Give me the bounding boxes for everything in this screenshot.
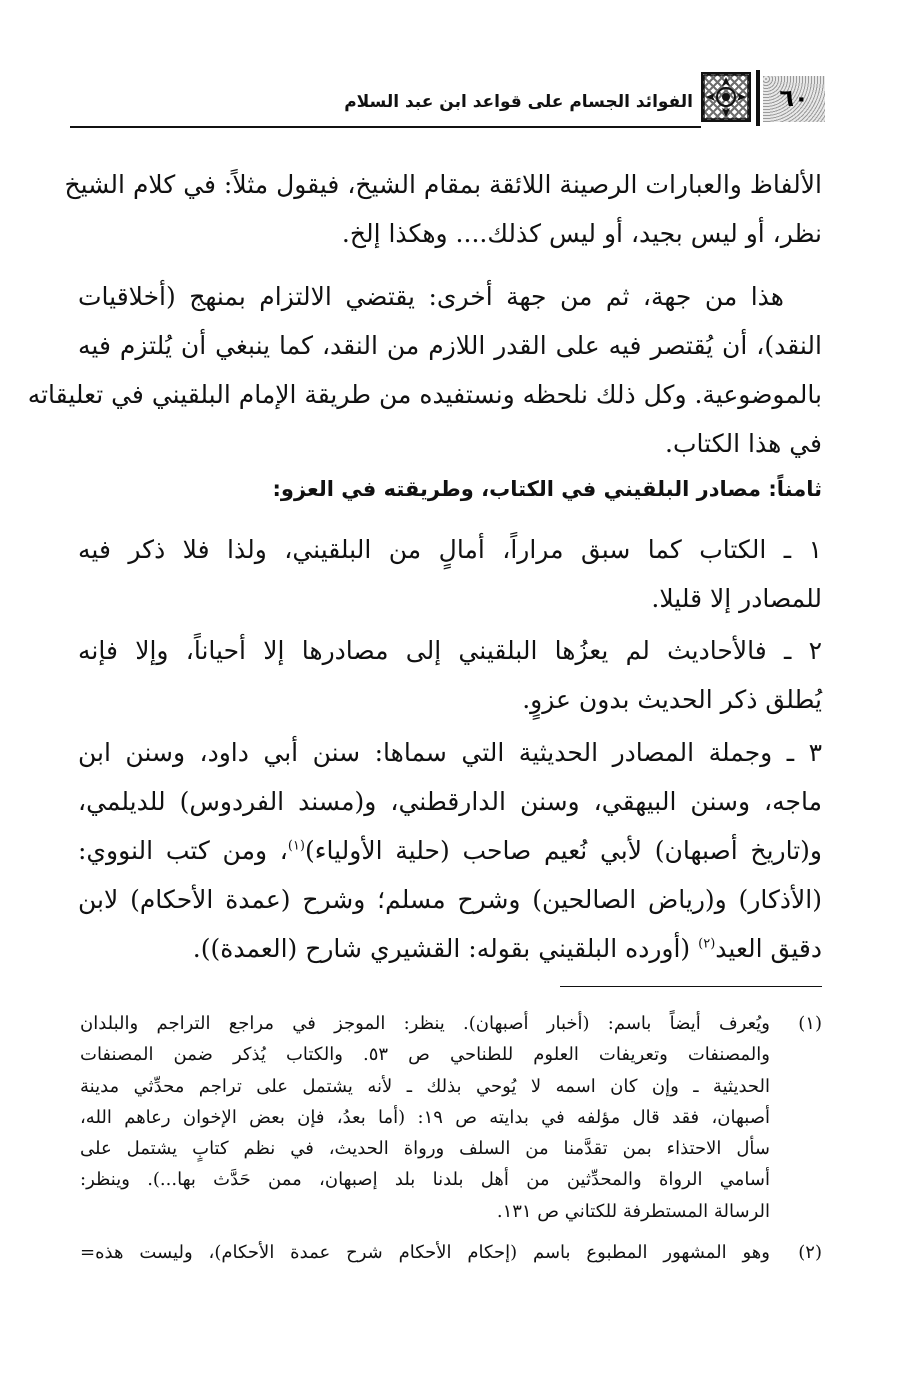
footnote-2 [80, 1237, 822, 1268]
list-item-2 [78, 626, 822, 724]
footnote-1 [80, 1008, 822, 1227]
text-line: بالموضوعية. وكل ذلك نلحظه ونستفيده من طريقة الإمام البلقيني في تعليقاته [27, 380, 822, 409]
page-number: ٦٠ [779, 84, 809, 112]
text-segment: و(تاريخ أصبهان) لأبي نُعيم صاحب (حلية الأولياء) [304, 836, 823, 865]
section-heading: ثامناً: مصادر البلقيني في الكتاب، وطريقته في العزو: [272, 477, 822, 501]
text-line: في هذا الكتاب. [665, 429, 822, 458]
book-title: الفوائد الجسام على قواعد ابن عبد السلام [344, 92, 693, 112]
footnote-separator [560, 986, 822, 987]
footnote-body [80, 1237, 770, 1268]
text-line: للمصادر إلا قليلا. [651, 584, 822, 613]
page-header [70, 66, 825, 128]
footnote-ref-1[interactable]: (١) [287, 838, 305, 854]
footnote-body [80, 1008, 770, 1227]
footnote-line: الرسالة المستطرفة للكتاني ص ١٣١. [496, 1200, 770, 1222]
ornament-icon [701, 72, 751, 122]
footnote-line: أسامي الرواة والمحدِّثين من أهل بلدنا بلد إصبهان، ممن حَدَّث بها...). وينظر: [80, 1169, 770, 1191]
footnote-line: سأل الاحتذاء بمن تقدَّمنا من السلف ورواة الحديث، في نظم كتابٍ يشتمل على [80, 1138, 770, 1160]
paragraph-1 [64, 160, 822, 258]
text-segment: (أورده البلقيني بقوله: القشيري شارح (العمدة)). [192, 934, 699, 963]
footnote-number: (٢) [798, 1242, 822, 1263]
header-divider [756, 70, 760, 126]
text-line: ماجه، وسنن البيهقي، وسنن الدارقطني، و(مسند الفردوس) للديلمي، [78, 787, 822, 816]
text-line: ١ ـ الكتاب كما سبق مراراً، أمالٍ من البلقيني، ولذا فلا ذكر فيه [78, 535, 822, 564]
paragraph-2 [27, 272, 822, 468]
text-line [78, 826, 822, 875]
text-line: (الأذكار) و(رياض الصالحين) وشرح مسلم؛ وشرح (عمدة الأحكام) لابن [78, 885, 822, 914]
list-item-1 [78, 525, 822, 623]
text-line: هذا من جهة، ثم من جهة أخرى: يقتضي الالتزام بمنهج (أخلاقيات [78, 282, 784, 311]
text-line: ٣ ـ وجملة المصادر الحديثية التي سماها: سنن أبي داود، وسنن ابن [78, 738, 822, 767]
text-line: نظر، أو ليس بجيد، أو ليس كذلك.... وهكذا إلخ. [341, 219, 822, 248]
text-line [78, 924, 822, 973]
text-line: النقد)، أن يُقتصر فيه على القدر اللازم من النقد، كما ينبغي أن يُلتزم فيه [78, 331, 822, 360]
text-line: الألفاظ والعبارات الرصينة اللائقة بمقام الشيخ، فيقول مثلاً: في كلام الشيخ [64, 170, 822, 199]
footnote-line: والمصنفات وتعريفات العلوم للطناحي ص ٥٣. والكتاب يُذكر ضمن المصنفات [80, 1044, 770, 1066]
header-rule [70, 126, 701, 128]
footnote-line: وهو المشهور المطبوع باسم (إحكام الأحكام شرح عمدة الأحكام)، وليست هذه= [80, 1242, 770, 1263]
footnote-line: ويُعرف أيضاً باسم: (أخبار أصبهان). ينظر: الموجز في مراجع التراجم والبلدان [80, 1013, 770, 1034]
footnote-line: أصبهان، فقد قال مؤلفه في بدايته ص ١٩: (أما بعدُ، فإن بعض الإخوان رعاهم الله، [80, 1106, 770, 1128]
page-number-box [763, 76, 825, 122]
list-item-3 [78, 728, 822, 973]
footnote-number: (١) [798, 1013, 822, 1034]
text-line: يُطلق ذكر الحديث بدون عزوٍ. [522, 685, 822, 714]
footnote-ref-2[interactable]: (٢) [698, 936, 716, 952]
footnote-line: الحديثية ـ وإن كان اسمه لا يُوحي بذلك ـ لأنه يشتمل على تراجم محدِّثي مدينة [80, 1075, 770, 1097]
text-line: ٢ ـ فالأحاديث لم يعزُها البلقيني إلى مصادرها إلا أحياناً، وإلا فإنه [78, 636, 822, 665]
text-segment: ، ومن كتب النووي: [78, 836, 288, 865]
text-segment: دقيق العيد [715, 934, 822, 963]
